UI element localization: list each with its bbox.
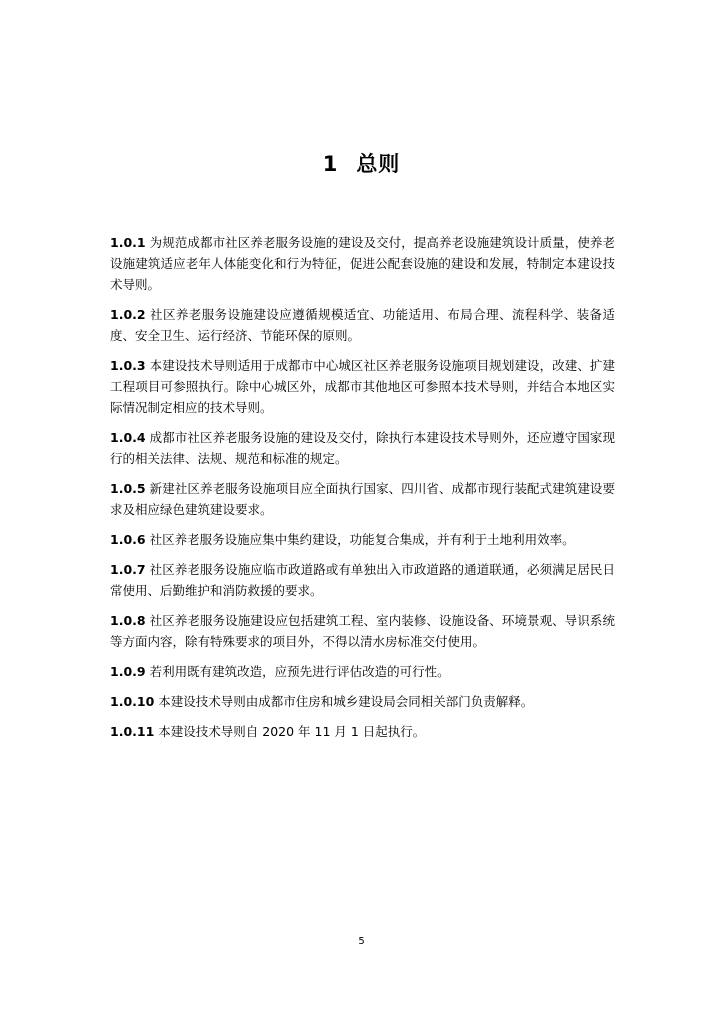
clause-1-0-4 — [110, 427, 615, 469]
chapter-number: 1 — [322, 152, 339, 176]
clause-text: 本建设技术导则由成都市住房和城乡建设局会同相关部门负责解释。 — [158, 694, 534, 709]
clause-text: 本建设技术导则自 2020 年 11 月 1 日起执行。 — [158, 724, 426, 739]
clause-number: 1.0.8 — [110, 613, 146, 628]
clause-1-0-6 — [110, 529, 615, 550]
clause-text: 为规范成都市社区养老服务设施的建设及交付，提高养老设施建筑设计质量，使养老设施建筑适应老年人体能变化和行为特征，促进公配套设施的建设和发展，特制定本建设技术导则。 — [110, 235, 615, 292]
page-number: 5 — [358, 936, 365, 947]
clause-number: 1.0.11 — [110, 724, 155, 739]
clause-1-0-2 — [110, 304, 615, 346]
clause-number: 1.0.6 — [110, 532, 146, 547]
clause-1-0-8 — [110, 610, 615, 652]
clause-number: 1.0.4 — [110, 430, 146, 445]
clause-text: 成都市社区养老服务设施的建设及交付，除执行本建设技术导则外，还应遵守国家现行的相关法律、法规、规范和标准的规定。 — [110, 430, 615, 466]
clause-number: 1.0.1 — [110, 235, 146, 250]
clause-list — [110, 232, 615, 751]
clause-text: 社区养老服务设施建设应包括建筑工程、室内装修、设施设备、环境景观、导识系统等方面内容，除有特殊要求的项目外，不得以清水房标准交付使用。 — [110, 613, 615, 649]
clause-1-0-7 — [110, 559, 615, 601]
clause-number: 1.0.9 — [110, 664, 146, 679]
clause-text: 本建设技术导则适用于成都市中心城区社区养老服务设施项目规划建设，改建、扩建工程项目可参照执行。除中心城区外，成都市其他地区可参照本技术导则，并结合本地区实际情况制定相应的技术导则。 — [110, 358, 615, 415]
clause-1-0-11 — [110, 721, 615, 742]
clause-number: 1.0.7 — [110, 562, 146, 577]
clause-text: 社区养老服务设施应集中集约建设，功能复合集成，并有利于土地利用效率。 — [149, 532, 575, 547]
clause-text: 社区养老服务设施建设应遵循规模适宜、功能适用、布局合理、流程科学、装备适度、安全卫生、运行经济、节能环保的原则。 — [110, 307, 615, 343]
clause-text: 新建社区养老服务设施项目应全面执行国家、四川省、成都市现行装配式建筑建设要求及相应绿色建筑建设要求。 — [110, 481, 615, 517]
clause-text: 若利用既有建筑改造，应预先进行评估改造的可行性。 — [149, 664, 450, 679]
clause-number: 1.0.10 — [110, 694, 155, 709]
clause-1-0-5 — [110, 478, 615, 520]
clause-1-0-9 — [110, 661, 615, 682]
clause-1-0-10 — [110, 691, 615, 712]
clause-number: 1.0.3 — [110, 358, 146, 373]
clause-1-0-3 — [110, 355, 615, 418]
clause-text: 社区养老服务设施应临市政道路或有单独出入市政道路的通道联通，必须满足居民日常使用、后勤维护和消防救援的要求。 — [110, 562, 615, 598]
chapter-title — [0, 148, 723, 178]
clause-number: 1.0.2 — [110, 307, 146, 322]
clause-number: 1.0.5 — [110, 481, 146, 496]
chapter-title-text: 总则 — [356, 152, 401, 176]
clause-1-0-1 — [110, 232, 615, 295]
